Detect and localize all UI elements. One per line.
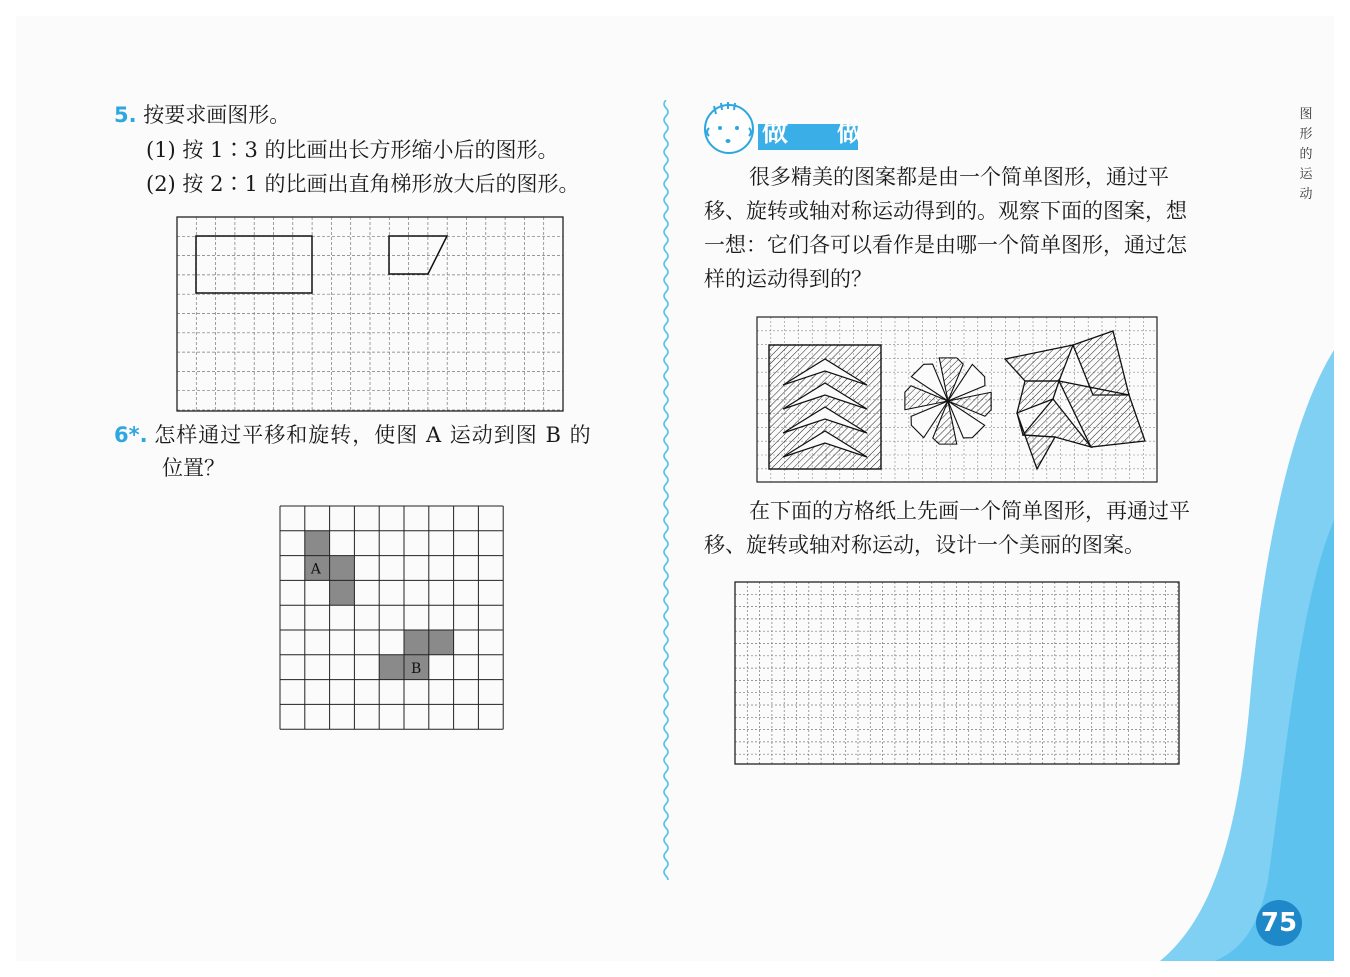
design-grid-paper [733, 580, 1181, 766]
para2-line2: 移、旋转或轴对称运动，设计一个美丽的图案。 [704, 533, 1145, 557]
center-divider [656, 100, 676, 880]
label-b: B [411, 660, 422, 677]
question-number: 6*. [114, 423, 148, 447]
grid-q6-shapes [278, 504, 506, 730]
question-5-sub2: (2) 按 2∶1 的比画出直角梯形放大后的图形。 [146, 172, 580, 196]
para1-line4: 样的运动得到的？ [704, 267, 872, 291]
question-text-line1: 怎样通过平移和旋转，使图 A 运动到图 B 的 [154, 423, 592, 447]
chapter-side-label: 图形的运动 [1299, 107, 1313, 202]
rotational-flower-pattern [905, 358, 991, 444]
question-5-sub1: (1) 按 1∶3 的比画出长方形缩小后的图形。 [146, 138, 559, 162]
grid-patterns [755, 315, 1160, 485]
right-trapezoid-shape [389, 236, 447, 274]
question-5-heading [114, 100, 290, 130]
page-number: 75 [1256, 900, 1302, 946]
para1-line2: 移、旋转或轴对称运动得到的。观察下面的图案，想 [704, 199, 1187, 223]
cartoon-face-icon [702, 100, 760, 158]
grid-lines [735, 582, 1179, 764]
pinwheel-pattern [1005, 331, 1145, 469]
grid-paper-q5 [175, 215, 565, 413]
question-6-heading [114, 420, 592, 450]
zuozuo-header: 做 做 [762, 118, 884, 148]
question-number: 5. [114, 103, 137, 127]
chevron-square-pattern [769, 345, 881, 469]
question-title: 按要求画图形。 [143, 103, 291, 127]
para1-line1: 很多精美的图案都是由一个简单图形，通过平 [749, 165, 1169, 189]
grid-lines [177, 217, 563, 411]
para2-line1: 在下面的方格纸上先画一个简单图形，再通过平 [749, 499, 1190, 523]
label-a: A [310, 561, 321, 578]
question-6-line2: 位置？ [162, 456, 225, 480]
para1-line3: 一想：它们各可以看作是由哪一个简单图形，通过怎 [704, 233, 1187, 257]
